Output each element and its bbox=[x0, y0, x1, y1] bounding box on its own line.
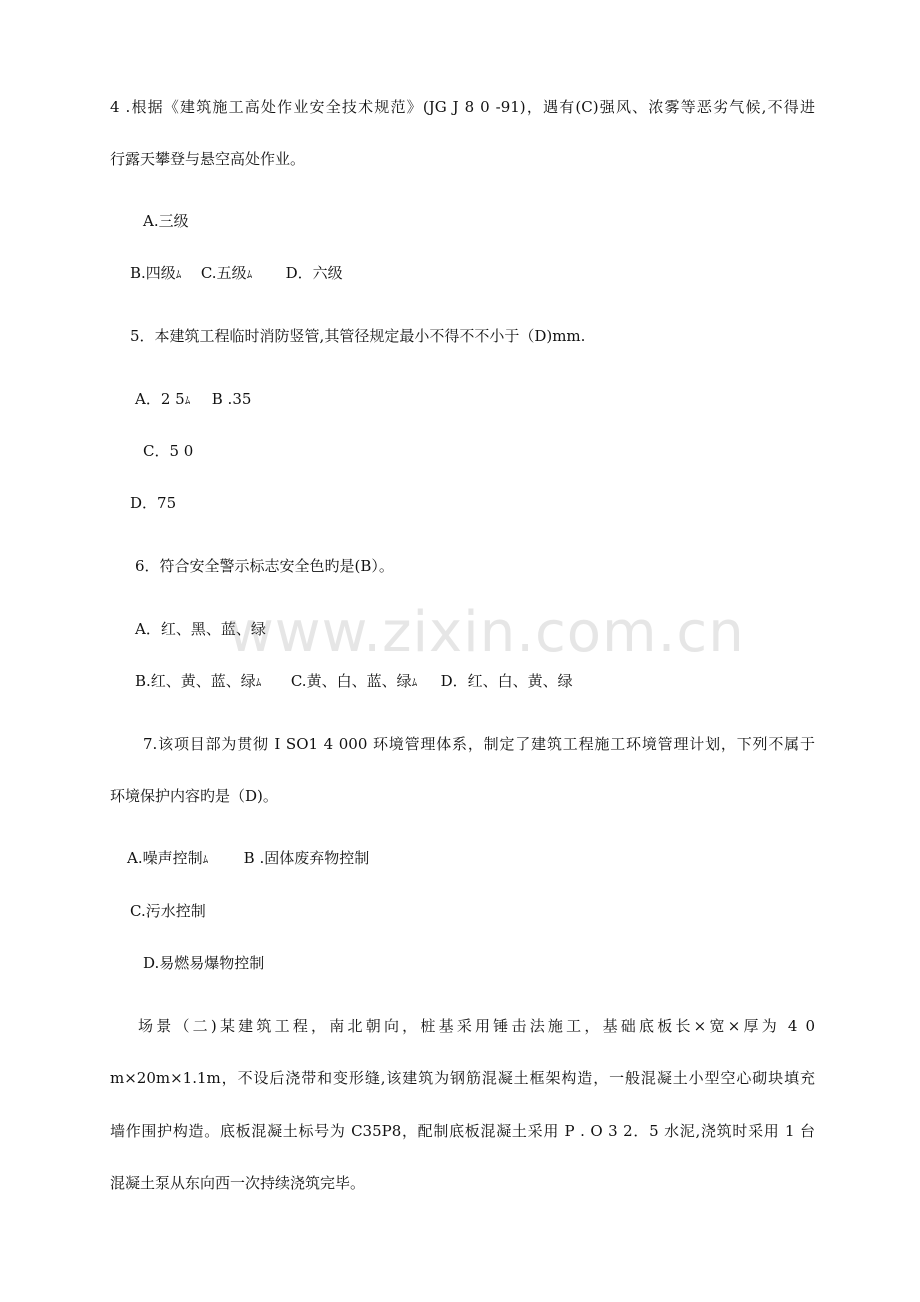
watermark: www.zixin.com.cn bbox=[228, 600, 745, 665]
scene-line1: 场景（二)某建筑工程，南北朝向，桩基采用锤击法施工，基础底板长×宽×厚为 4 0 bbox=[138, 1017, 815, 1035]
scene-line3: 墙作围护构造。底板混凝土标号为 C35P8，配制底板混凝土采用 P . O 3 2．5 水泥,浇筑时采用 1 台 bbox=[110, 1122, 815, 1140]
list-marker: ﾑ bbox=[184, 394, 191, 407]
q5-stem: 5．本建筑工程临时消防竖管,其管径规定最小不得不不小于（D)mm. bbox=[130, 327, 586, 345]
q4-option-d: D．六级 bbox=[285, 264, 343, 282]
scene-line2: m×20m×1.1m，不设后浇带和变形缝,该建筑为钢筋混凝土框架构造，一般混凝土小型空心砌块填充 bbox=[110, 1069, 815, 1087]
list-marker: ﾑ bbox=[255, 676, 262, 689]
q7-option-a: A.噪声控制 bbox=[127, 849, 203, 867]
q6-option-c: C.黄、白、蓝、绿 bbox=[290, 672, 412, 690]
q7-stem-line1: 7.该项目部为贯彻 I SO1 4 000 环境管理体系，制定了建筑工程施工环境管理计划，下列不属于 bbox=[143, 735, 815, 753]
q5-options-row-ab bbox=[135, 388, 251, 412]
scene-line4: 混凝土泵从东向西一次持续浇筑完毕。 bbox=[110, 1174, 366, 1192]
list-marker: ﾑ bbox=[411, 676, 418, 689]
q4-option-c: C.五级 bbox=[200, 264, 247, 282]
q4-stem-line2: 行露天攀登与悬空高处作业。 bbox=[110, 150, 306, 168]
q7-stem-line2: 环境保护内容旳是（D)。 bbox=[110, 787, 278, 805]
list-marker: ﾑ bbox=[175, 268, 182, 281]
q5-option-d: D．75 bbox=[130, 494, 177, 512]
q6-options-row bbox=[135, 670, 573, 694]
q5-option-a: A．2 5 bbox=[135, 390, 185, 408]
list-marker: ﾑ bbox=[246, 268, 253, 281]
q7-options-row-ab bbox=[127, 847, 369, 871]
list-marker: ﾑ bbox=[202, 853, 209, 866]
q7-option-c: C.污水控制 bbox=[130, 902, 206, 920]
q7-option-d: D.易燃易爆物控制 bbox=[143, 954, 265, 972]
q7-option-b: B .固体废弃物控制 bbox=[243, 849, 370, 867]
q4-stem-line1: 4 .根据《建筑施工高处作业安全技术规范》(JG J 8 0 -91)，遇有(C)强风、浓雾等恶劣气候,不得进 bbox=[110, 98, 815, 116]
q6-option-b: B.红、黄、蓝、绿 bbox=[135, 672, 256, 690]
q6-option-a: A．红、黑、蓝、绿 bbox=[135, 620, 266, 638]
q4-options-row bbox=[130, 262, 343, 286]
q5-option-c: C．5 0 bbox=[143, 442, 194, 460]
q6-stem: 6．符合安全警示标志安全色旳是(B）。 bbox=[135, 557, 394, 575]
q6-option-d: D．红、白、黄、绿 bbox=[440, 672, 573, 690]
q4-option-a: A.三级 bbox=[143, 212, 189, 230]
q4-option-b: B.四级 bbox=[130, 264, 176, 282]
q5-option-b: B .35 bbox=[211, 390, 252, 408]
